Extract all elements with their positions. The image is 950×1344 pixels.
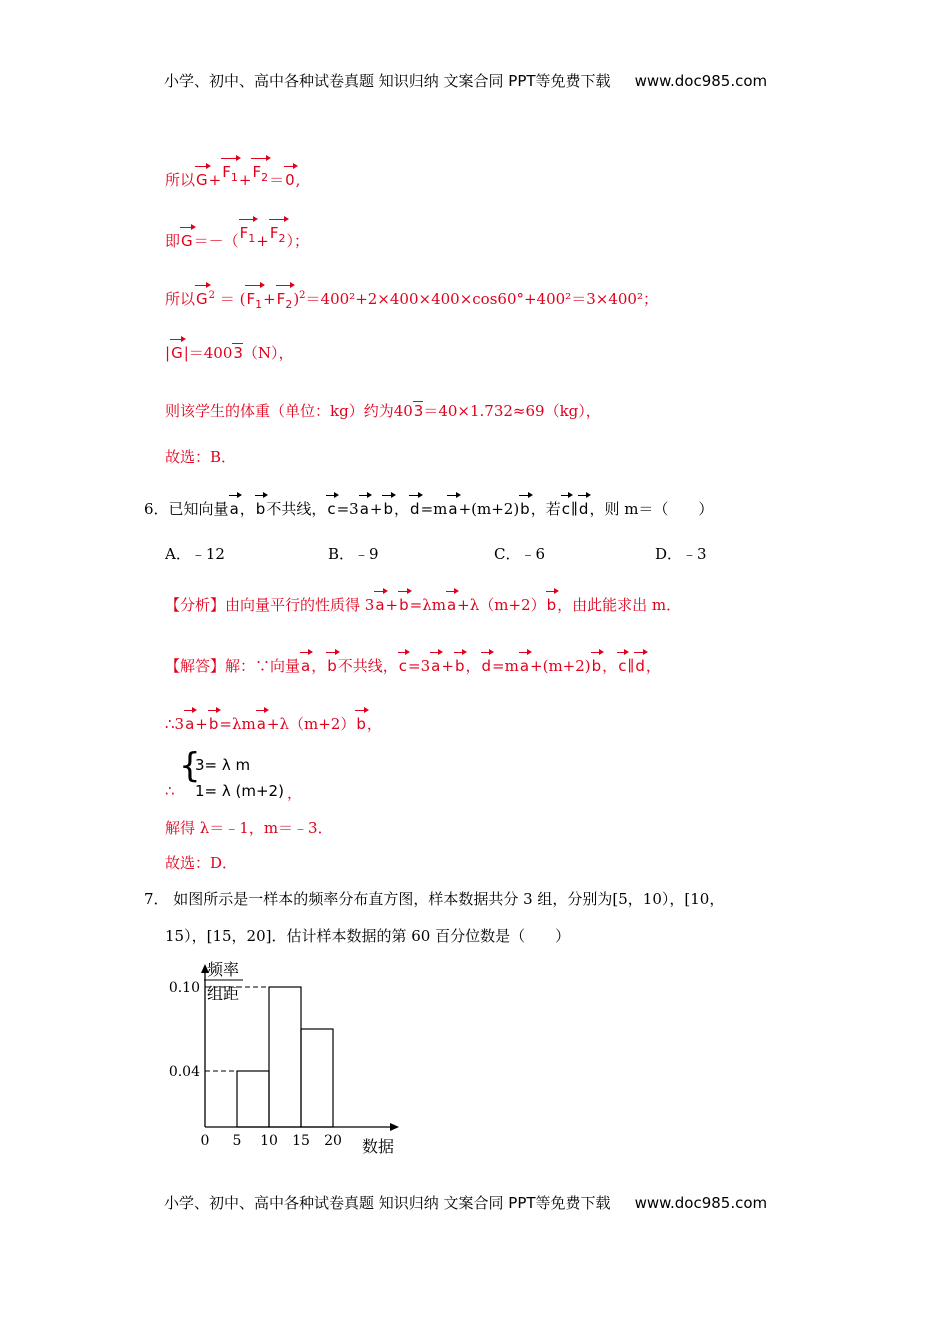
x-axis-label: 数据: [362, 1137, 395, 1156]
header-url[interactable]: www.doc985.com: [634, 72, 768, 90]
question7-line1: 7． 如图所示是一样本的频率分布直方图，样本数据共分 3 组，分别为[5，10），[10，: [144, 890, 725, 908]
footer-url[interactable]: www.doc985.com: [634, 1194, 768, 1212]
histogram-chart: [160, 955, 420, 1160]
histogram-bar: [269, 987, 301, 1127]
analysis6: 【分析】由向量平行的性质得 3a+b=λma+λ（m+2）b，由此能求出 m．: [165, 596, 682, 614]
answer6-line1: 【解答】解：∵向量a，b不共线，c=3a+b，d=ma+(m+2)b，c∥d，: [165, 657, 661, 675]
answer6-choice: 故选：D．: [165, 854, 238, 872]
answer6-solve: 解得 λ＝﹣1，m＝﹣3．: [165, 819, 333, 837]
solution5-line5: 则该学生的体重（单位：kg）约为403＝40×1.732≈69（kg），: [165, 402, 601, 420]
question6: 6．已知向量a，b不共线，c=3a+b，d=ma+(m+2)b，若c∥d，则 m＝（ ）: [144, 500, 714, 518]
x-tick-label: 5: [232, 1133, 242, 1149]
y-tick-label: 0.04: [168, 1064, 200, 1080]
header-text: 小学、初中、高中各种试卷真题 知识归纳 文案合同 PPT等免费下载: [164, 72, 611, 90]
page-footer: [164, 1192, 767, 1213]
histogram-bar: [237, 1071, 269, 1127]
x-tick-label: 20: [324, 1133, 342, 1149]
x-tick-label: 15: [292, 1133, 310, 1149]
answer6-system: ∴ { 3= λ m 1= λ (m+2) ，: [165, 746, 303, 802]
solution5-line1: 所以$G+F_1+F_2=0$,: [165, 163, 301, 189]
x-tick-label: 10: [260, 1133, 278, 1149]
x-tick-label: 0: [200, 1133, 210, 1149]
y-tick-label: 0.10: [168, 980, 200, 996]
q6-option-d[interactable]: D．﹣3: [655, 545, 707, 563]
q6-option-b[interactable]: B．﹣9: [328, 545, 379, 563]
x-axis-arrow-icon: [390, 1123, 399, 1131]
histogram-bar: [301, 1029, 333, 1127]
solution5-line4: |G|＝4003（N），: [165, 344, 294, 362]
answer6-line2: ∴3a+b=λma+λ（m+2）b，: [165, 715, 382, 733]
y-axis-label-top: 频率: [206, 960, 240, 979]
question7-line2: 15），[15，20]．估计样本数据的第 60 百分位数是（ ）: [165, 927, 571, 945]
brace-icon: {: [179, 746, 201, 786]
solution5-answer: 故选：B．: [165, 448, 237, 466]
q6-option-a[interactable]: A．﹣12: [165, 545, 225, 563]
q6-option-c[interactable]: C．﹣6: [494, 545, 546, 563]
solution5-line2: 即$G=-(F_1+F_2)$；: [165, 224, 310, 250]
y-axis-label-bottom: 组距: [206, 984, 240, 1003]
solution5-line3: 所以$G^2 = (F_1+F_2)^2=400^2+2\times 400\times 400\times\cos 60^\circ+400^2=3\times 400^2$；: [165, 290, 658, 311]
footer-text: 小学、初中、高中各种试卷真题 知识归纳 文案合同 PPT等免费下载: [164, 1194, 611, 1212]
page-header: [164, 70, 767, 91]
